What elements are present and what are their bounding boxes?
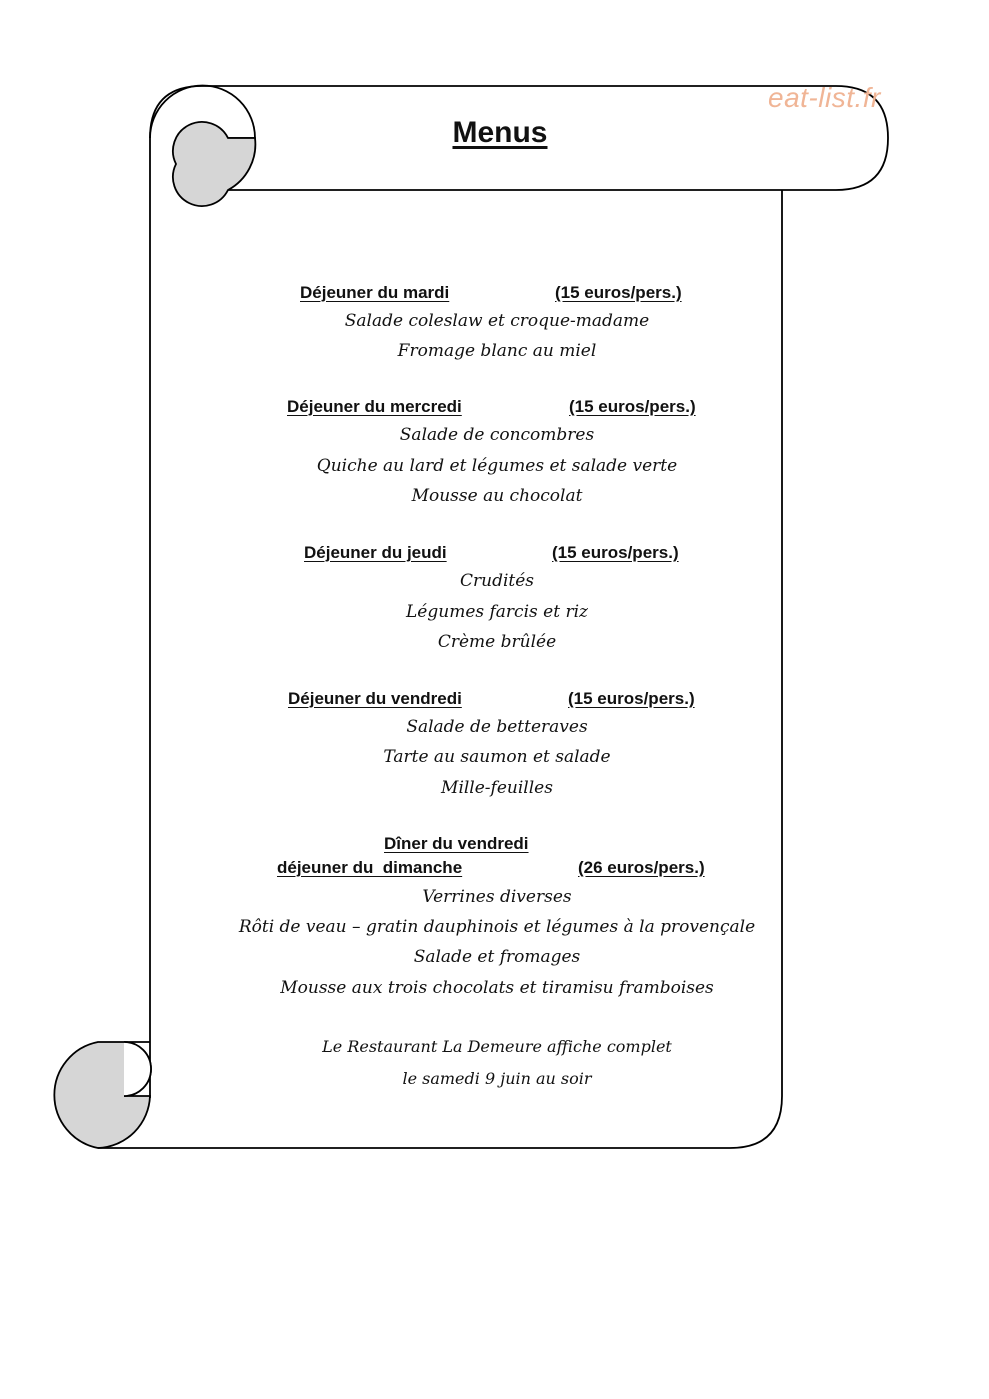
dish-item: Quiche au lard et légumes et salade verte xyxy=(316,456,678,476)
section-heading-vendredi: Déjeuner du vendredi xyxy=(288,689,462,708)
section-heading-mardi: Déjeuner du mardi xyxy=(300,283,450,302)
section-price-mardi: (15 euros/pers.) xyxy=(555,283,682,302)
section-heading-diner-vendredi: Dîner du vendredi xyxy=(384,834,529,853)
dish-item: Rôti de veau – gratin dauphinois et légumes à la provençale xyxy=(238,917,756,937)
footer-note-line1: Le Restaurant La Demeure affiche complet xyxy=(322,1037,672,1056)
watermark-logo: eat-list.fr xyxy=(768,82,881,113)
dish-item: Tarte au saumon et salade xyxy=(383,747,611,767)
page-title: Menus xyxy=(452,116,548,149)
section-heading-dimanche: déjeuner du dimanche xyxy=(277,858,463,877)
section-heading-jeudi: Déjeuner du jeudi xyxy=(304,543,447,562)
dish-item: Crudités xyxy=(459,571,535,591)
dish-item: Mille-feuilles xyxy=(441,778,553,798)
section-price-jeudi: (15 euros/pers.) xyxy=(552,543,679,562)
footer-note-line2: le samedi 9 juin au soir xyxy=(402,1069,592,1088)
dish-item: Salade de concombres xyxy=(399,425,595,445)
section-price-dimanche: (26 euros/pers.) xyxy=(578,858,705,877)
dish-item: Légumes farcis et riz xyxy=(406,602,588,622)
dish-item: Crème brûlée xyxy=(437,632,557,652)
section-price-mercredi: (15 euros/pers.) xyxy=(569,397,696,416)
dish-item: Mousse aux trois chocolats et tiramisu framboises xyxy=(280,978,714,998)
dish-item: Verrines diverses xyxy=(422,887,572,907)
dish-item: Salade de betteraves xyxy=(406,717,588,737)
dish-item: Salade coleslaw et croque-madame xyxy=(344,311,650,331)
dish-item: Mousse au chocolat xyxy=(411,486,583,506)
dish-item: Fromage blanc au miel xyxy=(397,341,597,361)
dish-item: Salade et fromages xyxy=(413,947,581,967)
section-price-vendredi: (15 euros/pers.) xyxy=(568,689,695,708)
section-heading-mercredi: Déjeuner du mercredi xyxy=(287,397,462,416)
